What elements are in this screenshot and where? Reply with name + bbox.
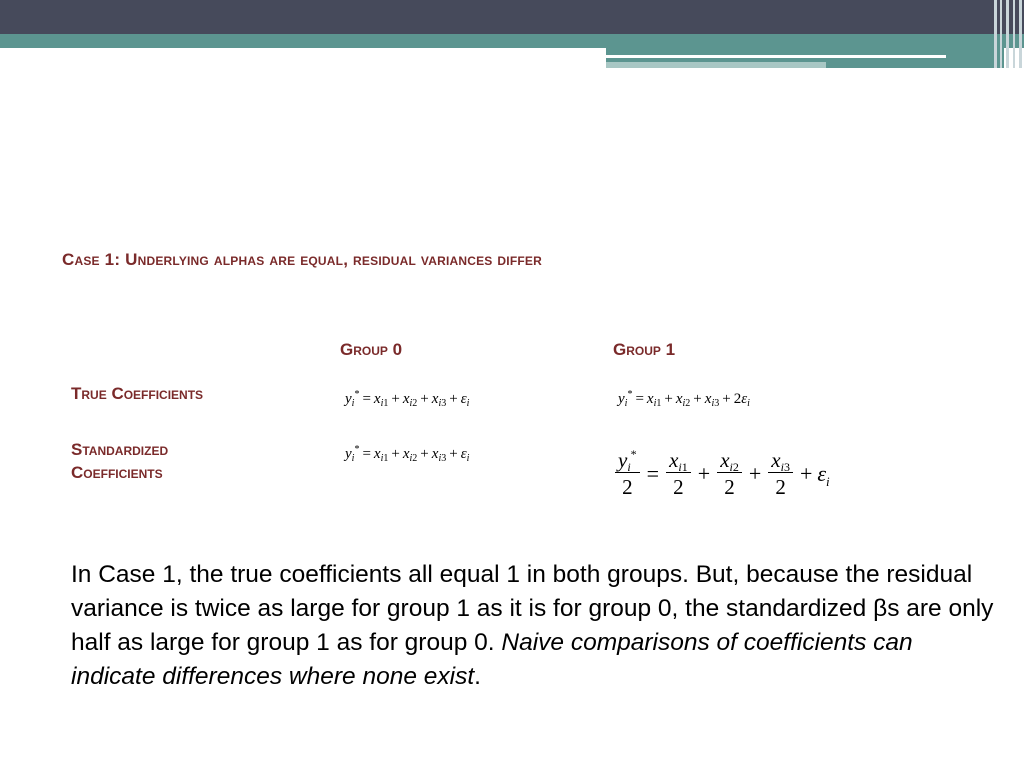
banner-edge-stripe [1006,0,1009,68]
banner-edge-stripe [994,0,997,68]
equation-true-group-1: $y_i^* = x_{i1} + x_{i2} + x_{i3} + 2\varepsilon_i$ [618,389,750,409]
row-header-standardized-coefficients: Standardized Coefficients [71,440,169,482]
row-header-true-coefficients: True Coefficients [71,384,204,403]
column-header-group-0: Group 0 [340,340,403,359]
equation-true-group-0: $y_i^* = x_{i1} + x_{i2} + x_{i3} + \varepsilon_i$ [345,389,470,409]
banner-edge-stripe [1000,0,1002,68]
equation-standardized-group-0: $y_i^* = x_{i1} + x_{i2} + x_{i3} + \varepsilon_i$ [345,444,470,464]
top-banner [0,0,1024,34]
explanation-text: In Case 1, the true coefficients all equal 1 in both groups. But, because the residual variance is twice as large for group 1 as it is for group 0, the standardized βs are only half as large for group 1 as for group 0. [71,561,994,656]
column-header-group-1: Group 1 [613,340,676,359]
equation-standardized-group-1: $\frac{y_i^*}{2}$ = $\frac{x_{i1}}{2}$ + $\frac{x_{i2}}{2}$ + $\frac{x_{i3}}{2}$ + $\varepsilon_i$ [613,448,830,499]
slide-title: Case 1: Underlying alphas are equal, residual variances differ [62,250,542,269]
banner-edge-stripe [1013,0,1015,68]
explanation-paragraph [71,558,1001,694]
banner-edge-stripe [1019,0,1022,68]
banner-divider [606,55,946,58]
top-banner-accent [0,34,1024,48]
explanation-end: . [474,663,481,690]
explanation-emphasis: Naive comparisons of coefficients can indicate differences where none exist [71,629,913,690]
banner-light-stripe [606,62,826,68]
